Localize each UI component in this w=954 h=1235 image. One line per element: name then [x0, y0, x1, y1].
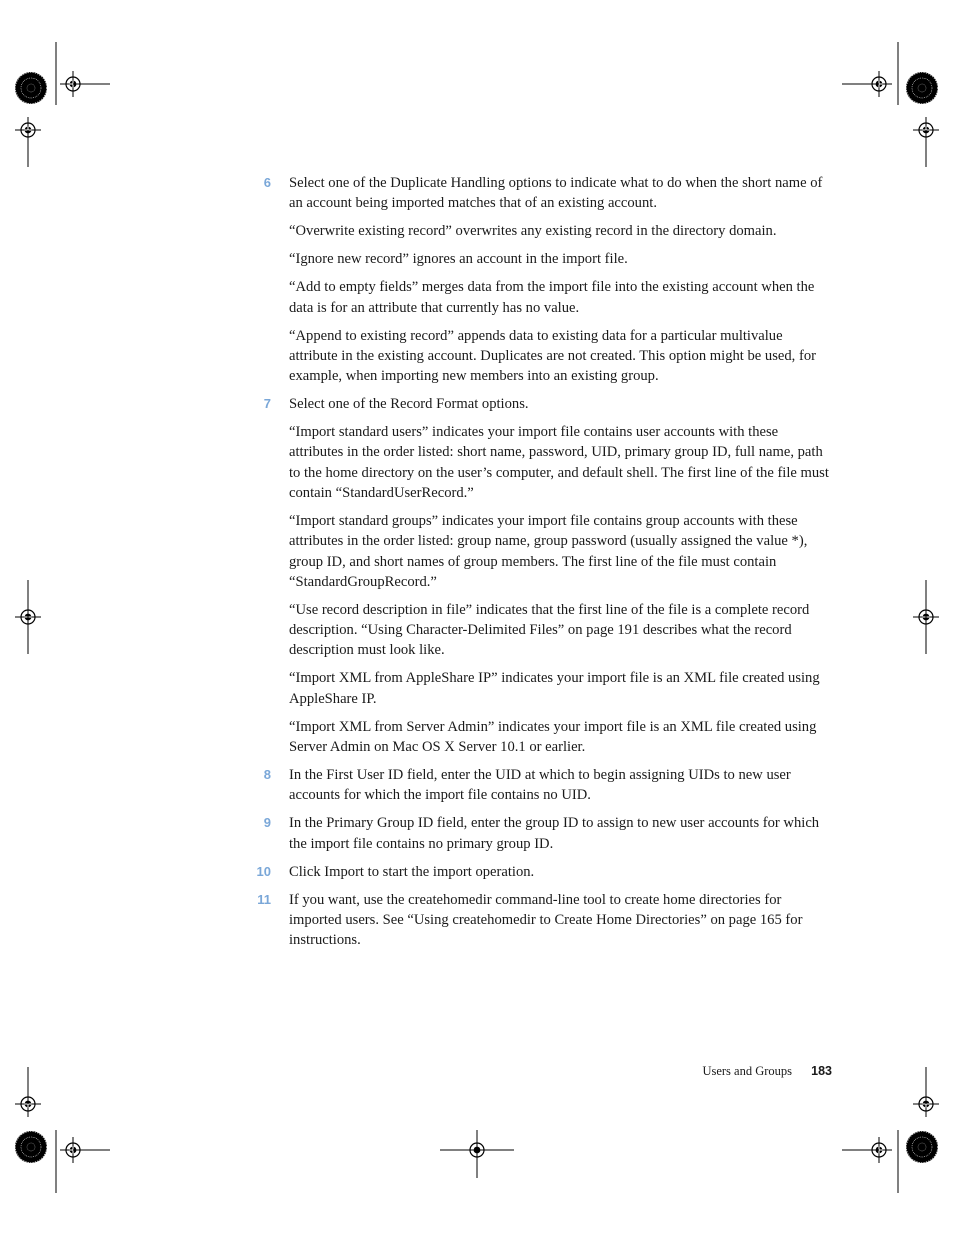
step-number: 7 — [263, 396, 271, 412]
option-description: “Import standard users” indicates your import file contains user accounts with these attributes in the order listed: short name, password, UID, primary group ID, full name, path to the home directory on the user’s computer, and default shell. The first line of the file must contain “StandardUserRecord.” — [289, 424, 829, 501]
page-footer — [702, 1063, 832, 1079]
starburst-mark-icon — [906, 1131, 938, 1163]
option-description: “Import XML from AppleShare IP” indicates your import file is an XML file created using AppleShare IP. — [289, 670, 820, 707]
option-description: “Add to empty fields” merges data from the import file into the existing account when the data is for an attribute that currently has no value. — [289, 279, 815, 316]
step-9 — [263, 813, 834, 854]
step-text: Select one of the Duplicate Handling options to indicate what to do when the short name of an account being imported matches that of an existing account. — [289, 175, 823, 212]
step-text: In the Primary Group ID field, enter the group ID to assign to new user accounts for which the import file contains no primary group ID. — [289, 815, 820, 852]
page-number: 183 — [811, 1064, 832, 1078]
step-number: 6 — [263, 175, 271, 190]
step-text: Select one of the Record Format options. — [289, 396, 529, 413]
starburst-mark-icon — [15, 72, 47, 104]
step-7 — [263, 394, 834, 414]
option-description: “Import standard groups” indicates your import file contains group accounts with these attributes in the order listed: group name, group password (usually assigned the value *), group ID, and short names of group members. The first line of the file must contain “StandardGroupRecord.” — [289, 512, 808, 590]
starburst-mark-icon — [15, 1131, 47, 1163]
step-number: 9 — [263, 815, 271, 831]
step-10 — [256, 862, 834, 882]
option-description: “Overwrite existing record” overwrites any existing record in the directory domain. — [289, 223, 777, 240]
step-11 — [257, 890, 834, 951]
option-description: “Use record description in file” indicates that the first line of the file is a complete record description. “Using Character-Delimited Files” on page 191 describes what the record description must look like. — [289, 601, 810, 659]
step-text: If you want, use the createhomedir command-line tool to create home directories for imported users. See “Using createhomedir to Create Home Directories” on page 165 for instructions. — [289, 891, 803, 949]
step-6 — [263, 173, 834, 214]
step-number: 11 — [257, 891, 271, 907]
step-number: 8 — [263, 766, 271, 782]
step-number: 10 — [256, 863, 271, 879]
starburst-mark-icon — [906, 72, 938, 104]
step-text: In the First User ID field, enter the UID at which to begin assigning UIDs to new user accounts for which the import file contains no UID. — [289, 766, 791, 804]
page-body — [256, 173, 834, 958]
section-title: Users and Groups — [702, 1064, 793, 1078]
step-text: Click Import to start the import operation. — [289, 863, 535, 880]
option-description: “Ignore new record” ignores an account in the import file. — [289, 251, 628, 268]
option-description: “Append to existing record” appends data to existing data for a particular multivalue attribute in the existing account. Duplicates are not created. This option might be used, for example, when importing new members into an existing group. — [289, 327, 816, 385]
step-8 — [263, 765, 834, 806]
option-description: “Import XML from Server Admin” indicates your import file is an XML file created using Server Admin on Mac OS X Server 10.1 or earlier. — [289, 718, 817, 755]
